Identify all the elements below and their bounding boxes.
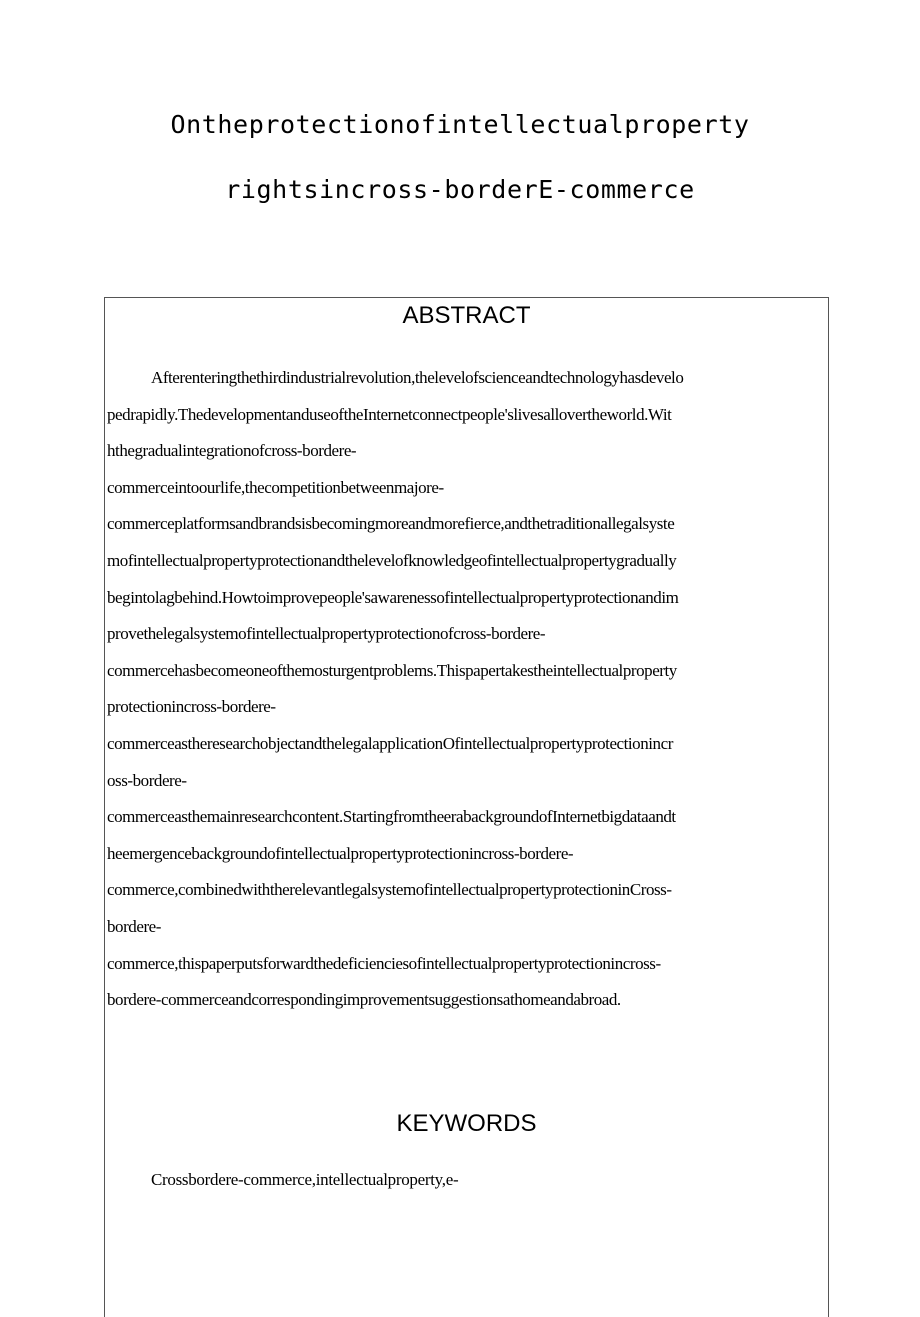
abstract-line: heemergencebackgroundofintellectualpropertyprotectionincross-bordere- bbox=[107, 843, 574, 863]
abstract-line: oss-bordere- bbox=[107, 770, 187, 790]
abstract-line: hthegradualintegrationofcross-bordere- bbox=[107, 441, 357, 461]
keywords-heading: KEYWORDS bbox=[396, 1110, 537, 1137]
abstract-line: Afterenteringthethirdindustrialrevolution,thelevelofscienceandtechnologyhasdevelo bbox=[151, 368, 684, 387]
abstract-line: commerceintoourlife,thecompetitionbetweenmajore- bbox=[107, 477, 444, 497]
abstract-line: begintolagbehind.Howtoimprovepeople'sawarenessofintellectualpropertyprotectionandim bbox=[107, 587, 679, 607]
abstract-box bbox=[104, 297, 829, 1317]
abstract-line: pedrapidly.ThedevelopmentanduseoftheInternetconnectpeople'slivesallovertheworld.Wit bbox=[107, 404, 672, 424]
abstract-line: commerce,thispaperputsforwardthedeficienciesofintellectualpropertyprotectionincross- bbox=[107, 953, 661, 973]
abstract-line: bordere-commerceandcorrespondingimprovementsuggestionsathomeandabroad. bbox=[107, 990, 621, 1010]
abstract-line: commercehasbecomeoneofthemosturgentproblems.Thispapertakestheintellectualproperty bbox=[107, 660, 677, 680]
document-title-line-2: rightsincross-borderE-commerce bbox=[225, 175, 695, 204]
abstract-heading: ABSTRACT bbox=[402, 302, 531, 329]
abstract-line: protectionincross-bordere- bbox=[107, 697, 276, 717]
document-title-line-1: Ontheprotectionofintellectualproperty bbox=[170, 110, 750, 139]
keywords-text: Crossbordere-commerce,intellectualproperty,e- bbox=[151, 1170, 459, 1189]
abstract-line: mofintellectualpropertyprotectionandthelevelofknowledgeofintellectualpropertygradually bbox=[107, 550, 677, 570]
abstract-line: provethelegalsystemofintellectualpropertyprotectionofcross-bordere- bbox=[107, 624, 546, 644]
abstract-line: commerceastheresearchobjectandthelegalapplicationOfintellectualpropertyprotectionincr bbox=[107, 733, 673, 753]
abstract-line: commerceasthemainresearchcontent.StartingfromtheerabackgroundofInternetbigdataandt bbox=[107, 807, 676, 827]
abstract-line: commerceplatformsandbrandsisbecomingmoreandmorefierce,andthetraditionallegalsyste bbox=[107, 514, 675, 534]
abstract-line: bordere- bbox=[107, 916, 161, 936]
abstract-line: commerce,combinedwiththerelevantlegalsystemofintellectualpropertyprotectioninCross- bbox=[107, 880, 672, 900]
abstract-body bbox=[105, 360, 830, 1019]
